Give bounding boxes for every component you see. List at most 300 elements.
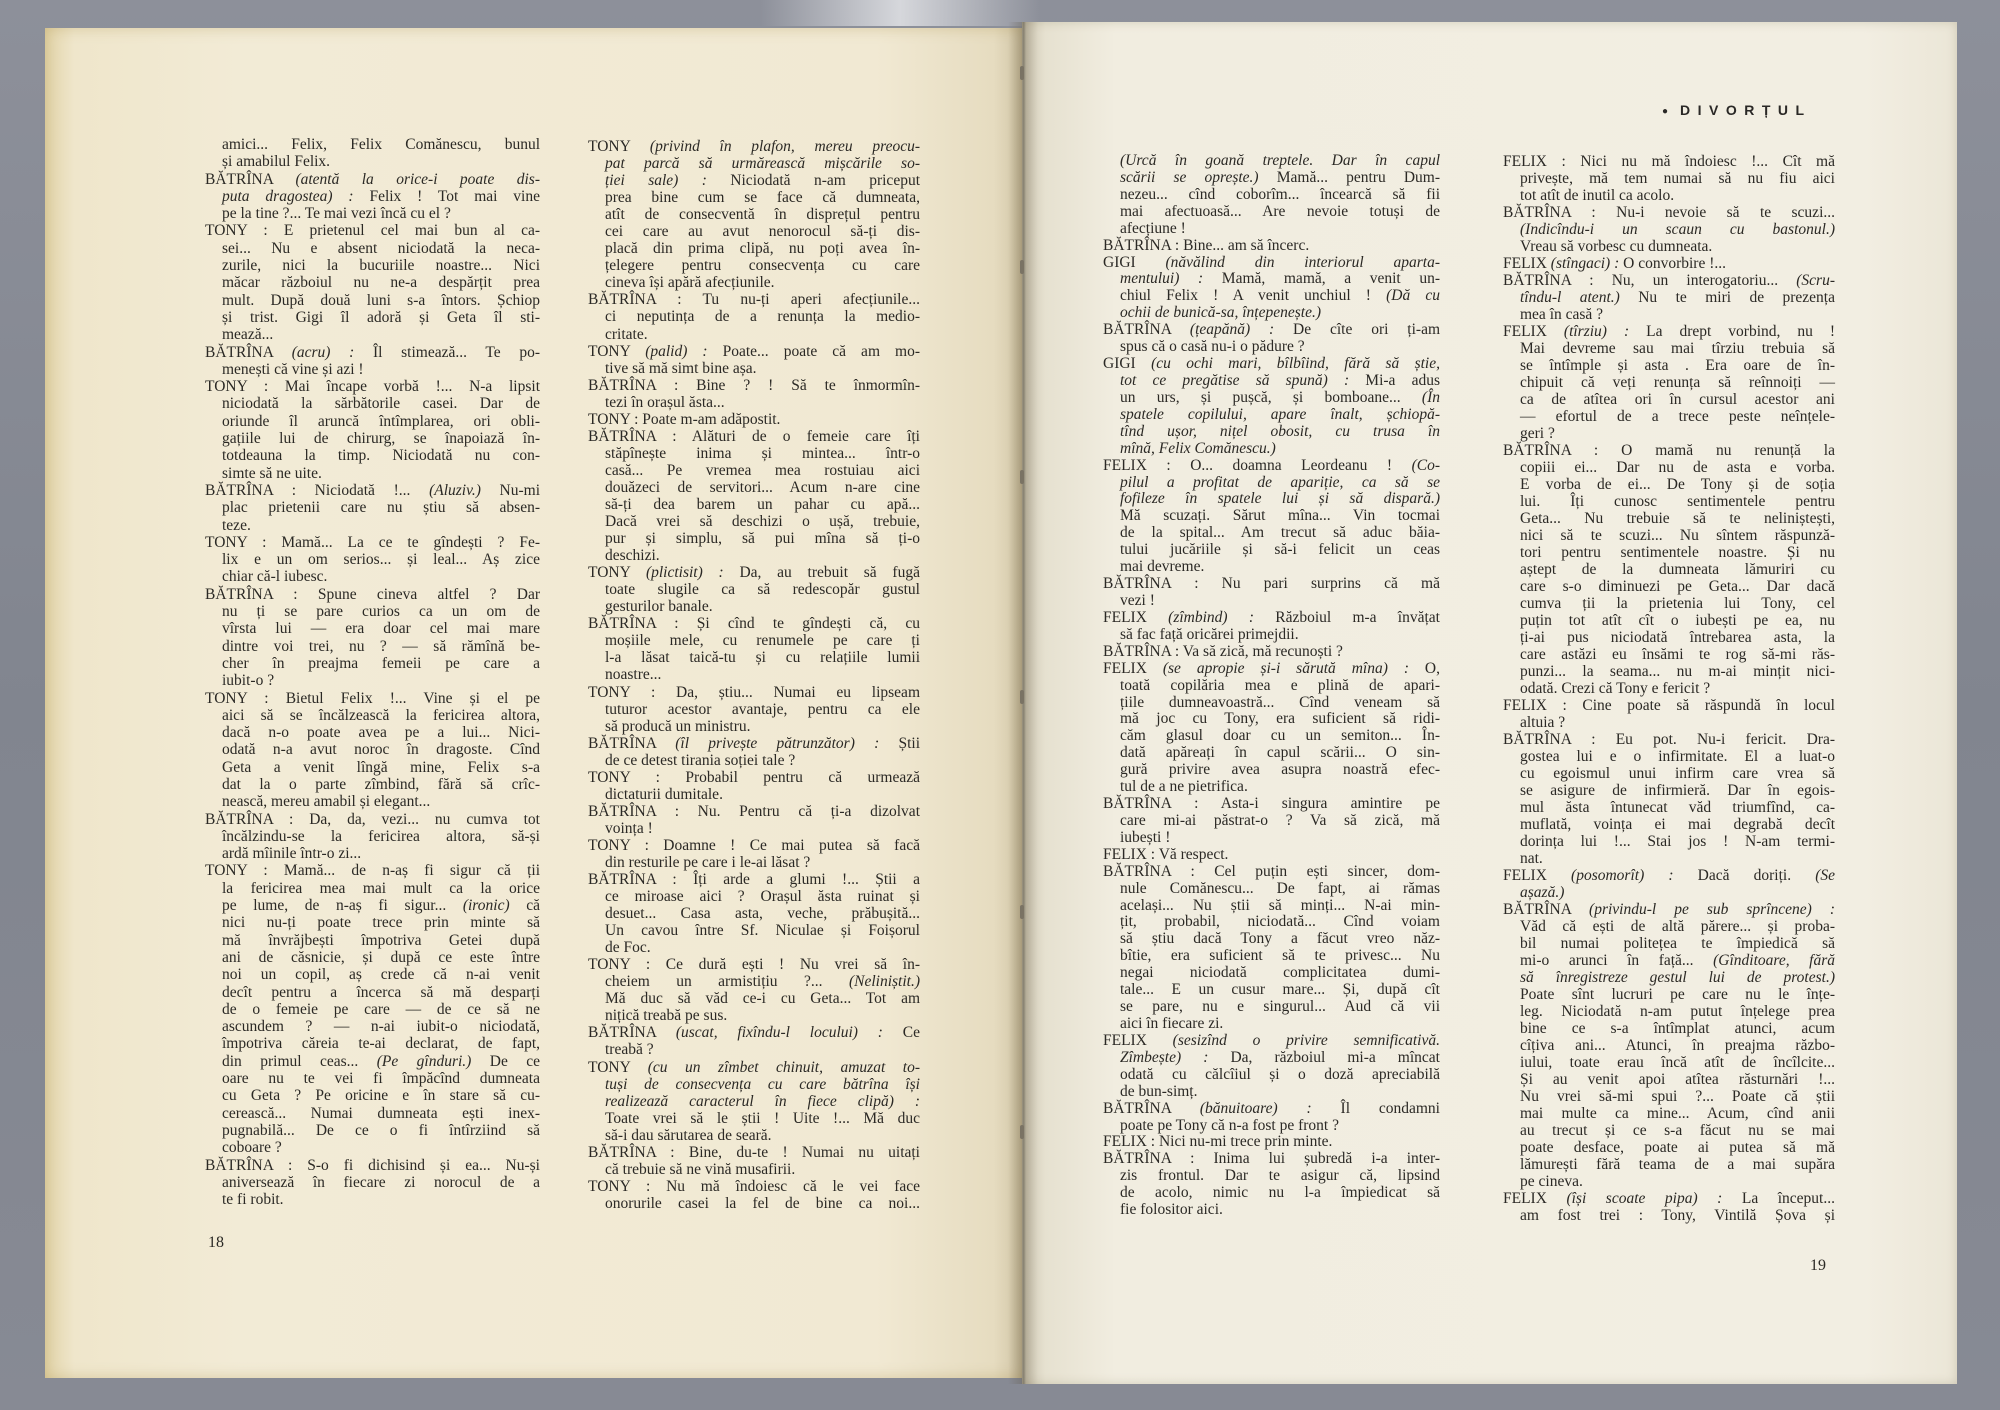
line-text: nici nu-ți poate trece prin minte să [222, 914, 540, 932]
line-text: l-a lăsat taică-tu și cu relațiile lumii [605, 649, 920, 667]
text-line [205, 845, 540, 862]
line-text: BĂTRÎNA : Îți arde a glumi !... Știi a [588, 871, 920, 889]
text-line [1503, 374, 1835, 391]
line-text: BĂTRÎNA : Da, da, vezi... nu cumva tot [205, 810, 540, 828]
text-line [588, 411, 920, 428]
line-text: toate slugile ca să redescopăr gustul [605, 581, 920, 599]
stage-direction: (cu un zîmbet chinuit, amuzat to- [647, 1058, 920, 1076]
text-line [1503, 833, 1835, 850]
line-text: dictaturii dumitale. [605, 785, 723, 803]
line-text: nu ți se pare curios ca un om de [222, 603, 540, 621]
line-text: O, [1409, 659, 1441, 677]
text-line [1503, 697, 1835, 714]
text-line [205, 482, 540, 499]
line-text: de Foc. [605, 939, 651, 957]
line-text: BĂTRÎNA : Inima lui șubredă i-a inter- [1103, 1150, 1440, 1168]
text-line [588, 1178, 920, 1195]
binding-stitch [1020, 470, 1024, 484]
text-line [1103, 491, 1440, 508]
line-text: stăpînește inima și mintea... într-o [605, 444, 920, 462]
text-line [1503, 748, 1835, 765]
running-head-title: DIVORȚUL [1680, 102, 1812, 118]
right-page-column-1 [1103, 153, 1440, 1219]
text-line [205, 603, 540, 620]
line-text: să-ți dea barem un pahar cu apă... [605, 495, 920, 513]
stage-direction: realizează caracterul în fiece clipă) : [605, 1092, 920, 1110]
text-line [205, 1157, 540, 1174]
line-text: vezi ! [1120, 591, 1155, 609]
line-text: TONY : Nu mă îndoiesc că le vei face [588, 1177, 920, 1195]
text-line [1503, 969, 1835, 986]
text-line [1503, 1139, 1835, 1156]
text-line [1503, 238, 1835, 255]
line-text: TONY [588, 342, 646, 360]
text-line [1103, 1033, 1440, 1050]
text-line [1103, 407, 1440, 424]
line-text: leg. Niciodată n-am putut înțelege prea [1520, 1003, 1835, 1020]
line-text: Nu-mi [480, 481, 540, 499]
text-line [588, 1144, 920, 1161]
text-line [1503, 867, 1835, 884]
line-text: deschizi. [605, 547, 660, 565]
line-text: FELIX [1103, 608, 1169, 626]
line-text: TONY : Probabil pentru că urmează [588, 768, 920, 786]
line-text: GIGI [1103, 355, 1152, 373]
line-text: atît de consecventă în disprețul pentru [605, 206, 920, 224]
line-text: care astăzi eu însămi te rog să-mi răs- [1520, 646, 1835, 663]
line-text: ardă mîinile într-o zi... [222, 845, 362, 863]
line-text: voința ! [605, 819, 653, 837]
line-text: iubești ! [1120, 828, 1171, 846]
stage-direction: așază.) [1520, 884, 1565, 901]
line-text: geri ? [1520, 425, 1555, 442]
text-line [588, 598, 920, 615]
line-text: cu Geta ? Pe oricine e în stare să cu- [222, 1087, 540, 1105]
text-line [588, 274, 920, 291]
line-text: țit, probabil, niciodată... Cînd voiam [1120, 913, 1440, 931]
line-text: tale... E un cusur mare... Și, după cît [1120, 981, 1440, 999]
text-line [1503, 1173, 1835, 1190]
line-text: vîrsta lui — era doar cel mai mare [222, 620, 540, 638]
text-line [588, 308, 920, 325]
line-text: simte să ne uite. [222, 464, 322, 482]
text-line [1503, 442, 1835, 459]
line-text: mă învrăjbești împotriva Getei după [222, 931, 540, 949]
text-line [205, 499, 540, 516]
text-line [205, 1122, 540, 1139]
line-text: la fericirea mea mai mult ca la orice [222, 879, 540, 897]
line-text: aici să se încălzească la fericirea altora, [222, 706, 540, 724]
text-line [1503, 459, 1835, 476]
text-line [1503, 1037, 1835, 1054]
line-text: TONY : E prietenul cel mai bun al ca- [205, 222, 540, 240]
line-text: BĂTRÎNA : Asta-i singura amintire pe [1103, 795, 1440, 813]
line-text: încălzindu-se la fericirea altora, să-și [222, 827, 540, 845]
text-line [1103, 999, 1440, 1016]
line-text: bil numai politețea te împiedică să [1520, 935, 1835, 952]
line-text: totdeauna la timp. Niciodată nu con- [222, 447, 540, 465]
line-text: Un cavou între Sf. Niculae și Foișorul [605, 922, 920, 940]
line-text: bîtie, era suficient să te privesc... Nu [1120, 947, 1440, 965]
line-text: BĂTRÎNA : Va să zică, mă recunoști ? [1103, 642, 1343, 660]
text-line [1503, 1207, 1835, 1224]
text-line [205, 274, 540, 291]
text-line [205, 1001, 540, 1018]
line-text: mul ăsta întunecat văd triumfînd, ca- [1520, 799, 1835, 816]
text-line [1103, 441, 1440, 458]
line-text: țelegere pentru consecvența cu care [605, 257, 920, 275]
text-line [588, 649, 920, 666]
line-text: Îl stimează... Te po- [354, 343, 540, 361]
line-text: ci neputința de a renunța la medio- [605, 308, 920, 326]
text-line [205, 707, 540, 724]
line-text: cerească... Numai dumneata ești inex- [222, 1104, 540, 1122]
line-text: O convorbire !... [1619, 255, 1726, 272]
text-line [1503, 255, 1835, 272]
line-text: mea în casă ? [1520, 306, 1604, 323]
text-line [205, 914, 540, 931]
line-text: mează... [222, 326, 274, 344]
text-line [1103, 542, 1440, 559]
text-line [588, 684, 920, 701]
text-line [1503, 765, 1835, 782]
line-text: ani de căsnicie, și după ce este între [222, 948, 540, 966]
text-line [205, 776, 540, 793]
text-line [1503, 476, 1835, 493]
line-text: niciodată la sărbătorile casei. Dar de [222, 395, 540, 413]
text-line [588, 564, 920, 581]
text-line [205, 811, 540, 828]
line-text: BĂTRÎNA : Bine ? ! Să te înmormîn- [588, 376, 920, 394]
bullet-icon: ● [1662, 106, 1669, 117]
line-text: casă... Pe vremea mea rostuiau aici [605, 461, 920, 479]
text-line [588, 530, 920, 547]
line-text: că [509, 897, 540, 915]
text-line [1503, 918, 1835, 935]
text-line [1103, 779, 1440, 796]
text-line [205, 1035, 540, 1052]
line-text: din resturile pe care i le-ai lăsat ? [605, 853, 811, 871]
text-line [205, 171, 540, 188]
text-line [1503, 578, 1835, 595]
text-line [205, 413, 540, 430]
stage-direction: mînă, Felix Comănescu.) [1120, 439, 1276, 457]
line-text: BĂTRÎNA [1103, 321, 1190, 339]
line-text: BĂTRÎNA : Nu. Pentru că ți-a dizolvat [588, 802, 920, 820]
line-text: tuturor acestor avantaje, pentru ca ele [605, 700, 920, 718]
line-text: altuia ? [1520, 714, 1566, 731]
line-text: toată copilăria mea e plină de apari- [1120, 676, 1440, 694]
left-page-column-1 [205, 136, 540, 1208]
text-line [1103, 508, 1440, 525]
line-text: mă joc cu Tony, era suficient să ridi- [1120, 710, 1440, 728]
text-line [1503, 1156, 1835, 1173]
line-text: BĂTRÎNA : Tu nu-ți aperi afecțiunile... [588, 291, 920, 309]
line-text: GIGI [1103, 253, 1166, 271]
page-number-right: 19 [1810, 1257, 1826, 1274]
line-text: Mamă... pentru Dum- [1258, 168, 1440, 186]
stage-direction: (Pe gînduri.) [376, 1052, 472, 1070]
text-line [588, 479, 920, 496]
line-text: tului jucăriile și să-i felicit un ceas [1120, 541, 1440, 559]
line-text: FELIX : O... doamna Leordeanu ! [1103, 456, 1412, 474]
line-text: au trecut și ce s-a făcut nu se mai [1520, 1122, 1835, 1139]
stage-direction: Zîmbește) : [1120, 1048, 1209, 1066]
text-line [1503, 510, 1835, 527]
line-text: FELIX : Nici nu-mi trece prin minte. [1103, 1133, 1333, 1151]
line-text: tezi în orașul ăsta... [605, 393, 725, 411]
text-line [588, 172, 920, 189]
line-text: un urs, și pușcă, și bomboane... [1120, 388, 1422, 406]
text-line [1503, 391, 1835, 408]
text-line [588, 462, 920, 479]
line-text: care s-o diminuezi pe Geta... Dar dacă [1520, 578, 1835, 595]
text-line [1103, 796, 1440, 813]
text-line [1103, 559, 1440, 576]
line-text: căm glasul doar cu un semiton... În- [1120, 727, 1440, 745]
stage-direction: spatele copilului, apare înalt, șchiopă- [1120, 405, 1440, 423]
text-line [1503, 1088, 1835, 1105]
line-text: BĂTRÎNA : S-o fi dichisind și ea... Nu-și [205, 1156, 540, 1174]
line-text: BĂTRÎNA : Nu, un interogatoriu... [1503, 272, 1797, 289]
line-text: Vreau să vorbesc cu dumneata. [1520, 238, 1713, 255]
line-text: mult. După două luni s-a întors. Șchiop [222, 291, 540, 309]
line-text: treabă ? [605, 1041, 654, 1059]
text-line [205, 1087, 540, 1104]
line-text: iului, toate erau încă atît de încîlcite... [1520, 1054, 1835, 1071]
stage-direction: ției sale) : [605, 172, 707, 190]
line-text: de bun-simț. [1120, 1082, 1198, 1100]
line-text: lix e un om serios... și leal... Aș zice [222, 551, 540, 569]
text-line [1503, 493, 1835, 510]
line-text: Ce [882, 1024, 920, 1042]
line-text: punzi... la seama... nu m-ai mințit nici- [1520, 663, 1835, 680]
text-line [1503, 884, 1835, 901]
text-line [588, 206, 920, 223]
line-text: nule Comănescu... De fapt, ai rămas [1120, 879, 1440, 897]
text-line [1503, 170, 1835, 187]
line-text: iubit-o ? [222, 672, 275, 690]
line-text: poate pe Tony că n-a fost pe front ? [1120, 1116, 1339, 1134]
line-text: aștept de la dumneata lămuriri cu [1520, 561, 1835, 578]
line-text: să fac față oricărei primejdii. [1120, 625, 1299, 643]
text-line [1503, 1054, 1835, 1071]
line-text: BĂTRÎNA : O mamă nu renunță la [1503, 442, 1835, 459]
text-line [205, 361, 540, 378]
line-text: teze. [222, 516, 251, 534]
line-text: cei care au avut nenorocul să-ți dis- [605, 223, 920, 241]
text-line [1503, 816, 1835, 833]
text-line [1103, 813, 1440, 830]
line-text: Și au venit apoi atîtea răsturnări !... [1520, 1071, 1835, 1088]
line-text: Poate sînt lucruri pe care nu le înțe- [1520, 986, 1835, 1003]
text-line [1103, 745, 1440, 762]
text-line [1103, 221, 1440, 238]
text-line [205, 1105, 540, 1122]
text-line [588, 1093, 920, 1110]
stage-direction: pat parcă să urmărească mișcările so- [605, 155, 920, 173]
line-text: Dacă vrei să deschizi o ușă, trebuie, [605, 513, 920, 531]
text-line [588, 1007, 920, 1024]
text-line [588, 1127, 920, 1144]
text-line [1503, 731, 1835, 748]
line-text: cîțiva ani... Atunci, în preajma războ- [1520, 1037, 1835, 1054]
text-line [1103, 965, 1440, 982]
text-line [1503, 340, 1835, 357]
text-line [1103, 1101, 1440, 1118]
stage-direction: (bănuitoare) : [1199, 1099, 1312, 1117]
line-text: gațiile lui de chirurg, se înapoiază în- [222, 430, 540, 448]
stage-direction: (Scru- [1796, 272, 1835, 289]
text-line [205, 430, 540, 447]
stage-direction: (Indicîndu-i un scaun cu bastonul.) [1520, 221, 1835, 238]
text-line [205, 638, 540, 655]
line-text: Mă duc să văd ce-i cu Geta... Tot am [605, 990, 920, 1008]
stage-direction: (cu ochi mari, bîlbîind, fără să știe, [1151, 355, 1440, 373]
text-line [1503, 1105, 1835, 1122]
text-line [1503, 612, 1835, 629]
text-line [588, 343, 920, 360]
line-text: împotriva căreia te-ai declarat, de fapt, [222, 1035, 540, 1053]
text-line [205, 465, 540, 482]
line-text: douăzeci de servitori... Acum n-are cine [605, 478, 920, 496]
text-line [1103, 356, 1440, 373]
text-line [588, 1076, 920, 1093]
text-line [588, 428, 920, 445]
line-text: chipuit că veți renunța să reînnoiți — [1520, 374, 1835, 391]
line-text: chiul Felix ! A venit unchiul ! [1120, 287, 1387, 305]
text-line [1503, 952, 1835, 969]
text-line [205, 932, 540, 949]
line-text: dintre voi trei, nu ? — să rămînă be- [222, 637, 540, 655]
text-line [1103, 678, 1440, 695]
text-line [1103, 627, 1440, 644]
line-text: se pare, nu e singurul... Aud că vii [1120, 998, 1440, 1016]
line-text: FELIX [1503, 1190, 1567, 1207]
text-line [588, 854, 920, 871]
stage-direction: (plictisit) : [645, 564, 724, 582]
line-text: negai niciodată complicitatea dumi- [1120, 964, 1440, 982]
text-line [205, 724, 540, 741]
text-line [1103, 1151, 1440, 1168]
text-line [588, 905, 920, 922]
line-text: TONY : Da, știu... Numai eu lipseam [588, 683, 920, 701]
line-text: BĂTRÎNA : Nu-i nevoie să te scuzi... [1503, 204, 1835, 221]
stage-direction: (zîmbind) : [1168, 608, 1254, 626]
stage-direction: (ironic) [462, 897, 510, 915]
line-text: BĂTRÎNA : Și cînd te gîndești că, cu [588, 615, 920, 633]
line-text: FELIX [1503, 255, 1551, 272]
line-text: pur și simplu, să pui mîna să ți-o [605, 530, 920, 548]
text-line [588, 155, 920, 172]
text-line [588, 1024, 920, 1041]
text-line [1103, 305, 1440, 322]
text-line [588, 394, 920, 411]
text-line [205, 655, 540, 672]
stage-direction: (posomorît) : [1571, 867, 1674, 884]
binding-stitch [1020, 690, 1024, 704]
line-text: Nu vrei să-mi spui ?... Poate că știi [1520, 1088, 1835, 1105]
line-text: cineva își apără afecțiunile. [605, 274, 775, 292]
text-line [1103, 204, 1440, 221]
text-line [588, 837, 920, 854]
line-text: am fost trei : Tony, Vintilă Șova și [1520, 1207, 1835, 1224]
line-text: mai devreme. [1120, 558, 1205, 576]
line-text: pugnabilă... De ce o fi întîrziind să [222, 1121, 540, 1139]
line-text: FELIX : Vă respect. [1103, 845, 1229, 863]
line-text: BĂTRÎNA : Spune cineva altfel ? Dar [205, 585, 540, 603]
text-line [1503, 204, 1835, 221]
text-line [205, 880, 540, 897]
text-line [1503, 680, 1835, 697]
text-line [1103, 914, 1440, 931]
text-line [205, 672, 540, 689]
text-line [1503, 714, 1835, 731]
line-text: Geta... Nu trebuie să te neliniștești, [1520, 510, 1835, 527]
text-line [1103, 1084, 1440, 1101]
text-line [588, 291, 920, 308]
text-line [1103, 170, 1440, 187]
text-line [1503, 187, 1835, 204]
text-line [205, 949, 540, 966]
line-text: — efortul de a trece peste neînțele- [1520, 408, 1835, 425]
line-text: să producă un ministru. [605, 717, 751, 735]
line-text: pe la tine ?... Te mai vezi încă cu el ? [222, 205, 451, 223]
text-line [1503, 850, 1835, 867]
stage-direction: (Neliniștit.) [848, 973, 920, 991]
text-line [1503, 646, 1835, 663]
text-line [1503, 1003, 1835, 1020]
line-text: menești că vine și azi ! [222, 360, 364, 378]
stage-direction: (privindu-l pe sub sprîncene) : [1589, 901, 1835, 918]
line-text: de ce detest tirania soției tale ? [605, 751, 796, 769]
text-line [1103, 610, 1440, 627]
line-text: cu egoismul unui infirm care vrea să [1520, 765, 1835, 782]
text-line [205, 966, 540, 983]
text-line [1103, 238, 1440, 255]
text-line [1103, 1185, 1440, 1202]
stage-direction: puta dragostea) : [222, 187, 354, 205]
text-line [588, 939, 920, 956]
line-text: odată n-a avut noroc în dragoste. Cînd [222, 741, 540, 759]
text-line [1103, 847, 1440, 864]
line-text: plac prietenii care nu știu să absen- [222, 499, 540, 517]
line-text: și amabilul Felix. [222, 153, 331, 171]
stage-direction: fofileze în spatele lui și să dispară.) [1120, 490, 1440, 508]
line-text: FELIX : Cine poate să răspundă în locul [1503, 697, 1835, 714]
line-text: de o femeie pe care — de ce să ne [222, 1000, 540, 1018]
line-text: cheiem un armistițiu ?... [605, 973, 849, 991]
text-line [588, 701, 920, 718]
text-line [205, 222, 540, 239]
line-text: TONY : Poate m-am adăpostit. [588, 410, 781, 428]
text-line [1503, 357, 1835, 374]
text-line [1103, 830, 1440, 847]
line-text: TONY : Mai încape vorbă !... N-a lipsit [205, 378, 540, 396]
line-text: Războiul m-a învățat [1254, 608, 1440, 626]
stage-direction: (tîrziu) : [1563, 323, 1630, 340]
text-line [588, 632, 920, 649]
line-text: TONY : Bietul Felix !... Vine și el pe [205, 689, 540, 707]
text-line [1503, 408, 1835, 425]
text-line [1503, 595, 1835, 612]
line-text: De ce [471, 1052, 540, 1070]
text-line [588, 1059, 920, 1076]
line-text: La drept vorbind, nu ! [1629, 323, 1836, 340]
text-line [1503, 935, 1835, 952]
text-line [1103, 576, 1440, 593]
page-number-left: 18 [208, 1234, 224, 1251]
